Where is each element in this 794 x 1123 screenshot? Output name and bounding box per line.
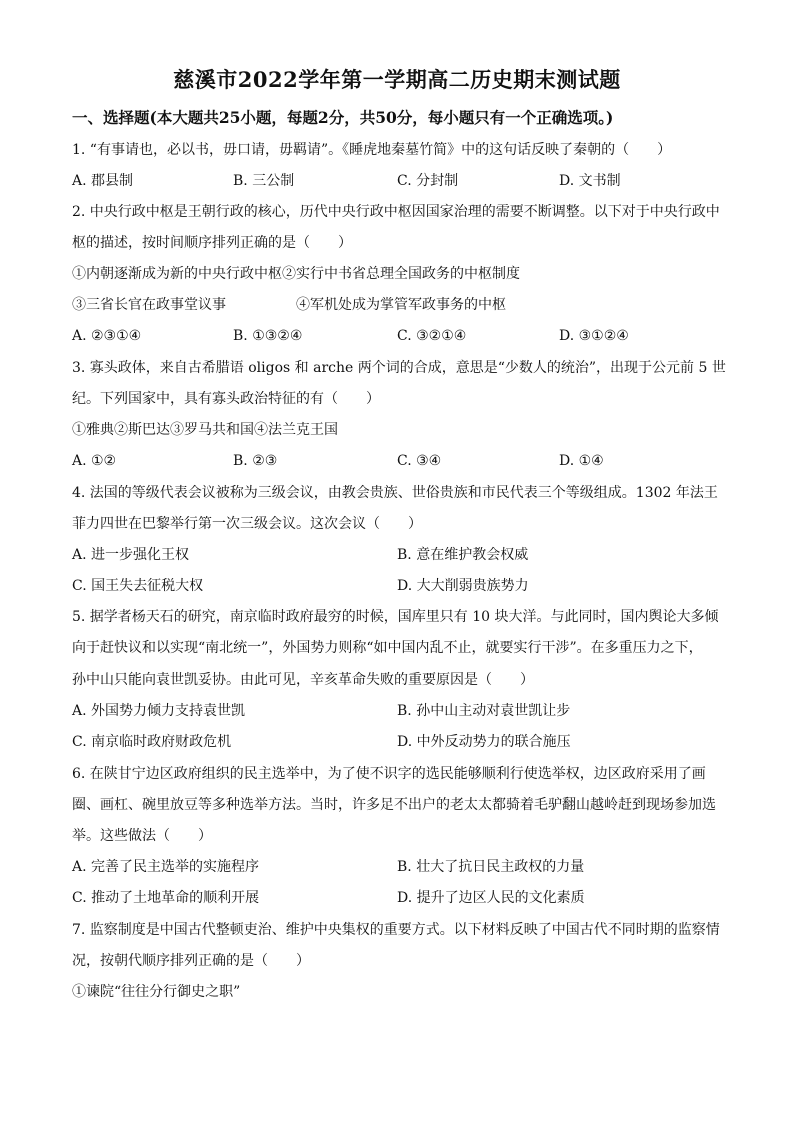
q1-option-a: A. 郡县制 — [72, 173, 134, 189]
q6-option-b: B. 壮大了抗日民主政权的力量 — [397, 859, 585, 875]
exam-title: 慈溪市2022学年第一学期高二历史期末测试题 — [173, 67, 621, 92]
q2-option-d: D. ③①②④ — [559, 328, 629, 344]
q2-stem-line-1: 2. 中央行政中枢是王朝行政的核心，历代中央行政中枢因国家治理的需要不断调整。以下对于中央行政中 — [72, 204, 720, 220]
q3-stem-line-1: 3. 寡头政体，来自古希腊语 oligos 和 arche 两个词的合成，意思是“少数人的统治”，出现于公元前 5 世 — [72, 360, 726, 376]
q4-option-d: D. 大大削弱贵族势力 — [397, 578, 529, 594]
q4-option-b: B. 意在维护教会权威 — [397, 547, 529, 563]
q6-stem-line-1: 6. 在陕甘宁边区政府组织的民主选举中，为了使不识字的选民能够顺利行使选举权，边区政府采用了画 — [72, 766, 706, 782]
q5-option-c: C. 南京临时政府财政危机 — [72, 734, 232, 750]
q4-stem-line-1: 4. 法国的等级代表会议被称为三级会议，由教会贵族、世俗贵族和市民代表三个等级组成。1302 年法王 — [72, 485, 718, 501]
q2-stem-line-2: 枢的描述，按时间顺序排列正确的是（ ） — [72, 235, 352, 251]
q5-stem-line-1: 5. 据学者杨天石的研究，南京临时政府最穷的时候，国库里只有 10 块大洋。与此同时，国内舆论大多倾 — [72, 609, 719, 625]
q3-option-a: A. ①② — [72, 453, 117, 469]
q7-item-line-1: ①谏院“往往分行御史之职” — [72, 984, 241, 1000]
q5-stem-line-3: 孙中山只能向袁世凯妥协。由此可见，辛亥革命失败的重要原因是（ ） — [72, 672, 534, 688]
q2-item-line-1: ①内朝逐渐成为新的中央行政中枢②实行中书省总理全国政务的中枢制度 — [72, 266, 520, 282]
q7-stem-line-2: 况，按朝代顺序排列正确的是（ ） — [72, 953, 310, 969]
q1-option-d: D. 文书制 — [559, 173, 621, 189]
q6-stem-line-2: 圈、画杠、碗里放豆等多种选举方法。当时，许多足不出户的老太太都骑着毛驴翻山越岭赶到现场参加选 — [72, 797, 716, 813]
q1-stem: 1. “有事请也，必以书，毋口请，毋羁请”。《睡虎地秦墓竹简》中的这句话反映了秦朝的（ ） — [72, 142, 672, 158]
q5-stem-line-2: 向于赶快议和以实现“南北统一”，外国势力则称“如中国内乱不止，就要实行干涉”。在多重压力之下， — [72, 640, 703, 656]
q3-option-d: D. ①④ — [559, 453, 604, 469]
q2-option-b: B. ①③②④ — [233, 328, 303, 344]
q1-option-c: C. 分封制 — [397, 173, 459, 189]
q3-option-b: B. ②③ — [233, 453, 278, 469]
q2-option-a: A. ②③①④ — [72, 328, 142, 344]
q5-option-a: A. 外国势力倾力支持袁世凯 — [72, 703, 246, 719]
q5-option-d: D. 中外反动势力的联合施压 — [397, 734, 571, 750]
q2-option-c: C. ③②①④ — [397, 328, 467, 344]
q3-item-line-1: ①雅典②斯巴达③罗马共和国④法兰克王国 — [72, 422, 338, 438]
q6-option-c: C. 推动了土地革命的顺利开展 — [72, 890, 260, 906]
section-heading: 一、选择题(本大题共25小题，每题2分，共50分，每小题只有一个正确选项。) — [72, 108, 614, 127]
q4-option-c: C. 国王失去征税大权 — [72, 578, 204, 594]
q6-option-a: A. 完善了民主选举的实施程序 — [72, 859, 260, 875]
q3-option-c: C. ③④ — [397, 453, 442, 469]
q3-stem-line-2: 纪。下列国家中，具有寡头政治特征的有（ ） — [72, 391, 380, 407]
q6-stem-line-3: 举。这些做法（ ） — [72, 828, 212, 844]
q6-option-d: D. 提升了边区人民的文化素质 — [397, 890, 585, 906]
q2-item-line-2: ③三省长官在政事堂议事 ④军机处成为掌管军政事务的中枢 — [72, 297, 506, 313]
q7-stem-line-1: 7. 监察制度是中国古代整顿吏治、维护中央集权的重要方式。以下材料反映了中国古代不同时期的监察情 — [72, 922, 720, 938]
q4-stem-line-2: 菲力四世在巴黎举行第一次三级会议。这次会议（ ） — [72, 516, 422, 532]
q5-option-b: B. 孙中山主动对袁世凯让步 — [397, 703, 571, 719]
q4-option-a: A. 进一步强化王权 — [72, 547, 190, 563]
q1-option-b: B. 三公制 — [233, 173, 295, 189]
